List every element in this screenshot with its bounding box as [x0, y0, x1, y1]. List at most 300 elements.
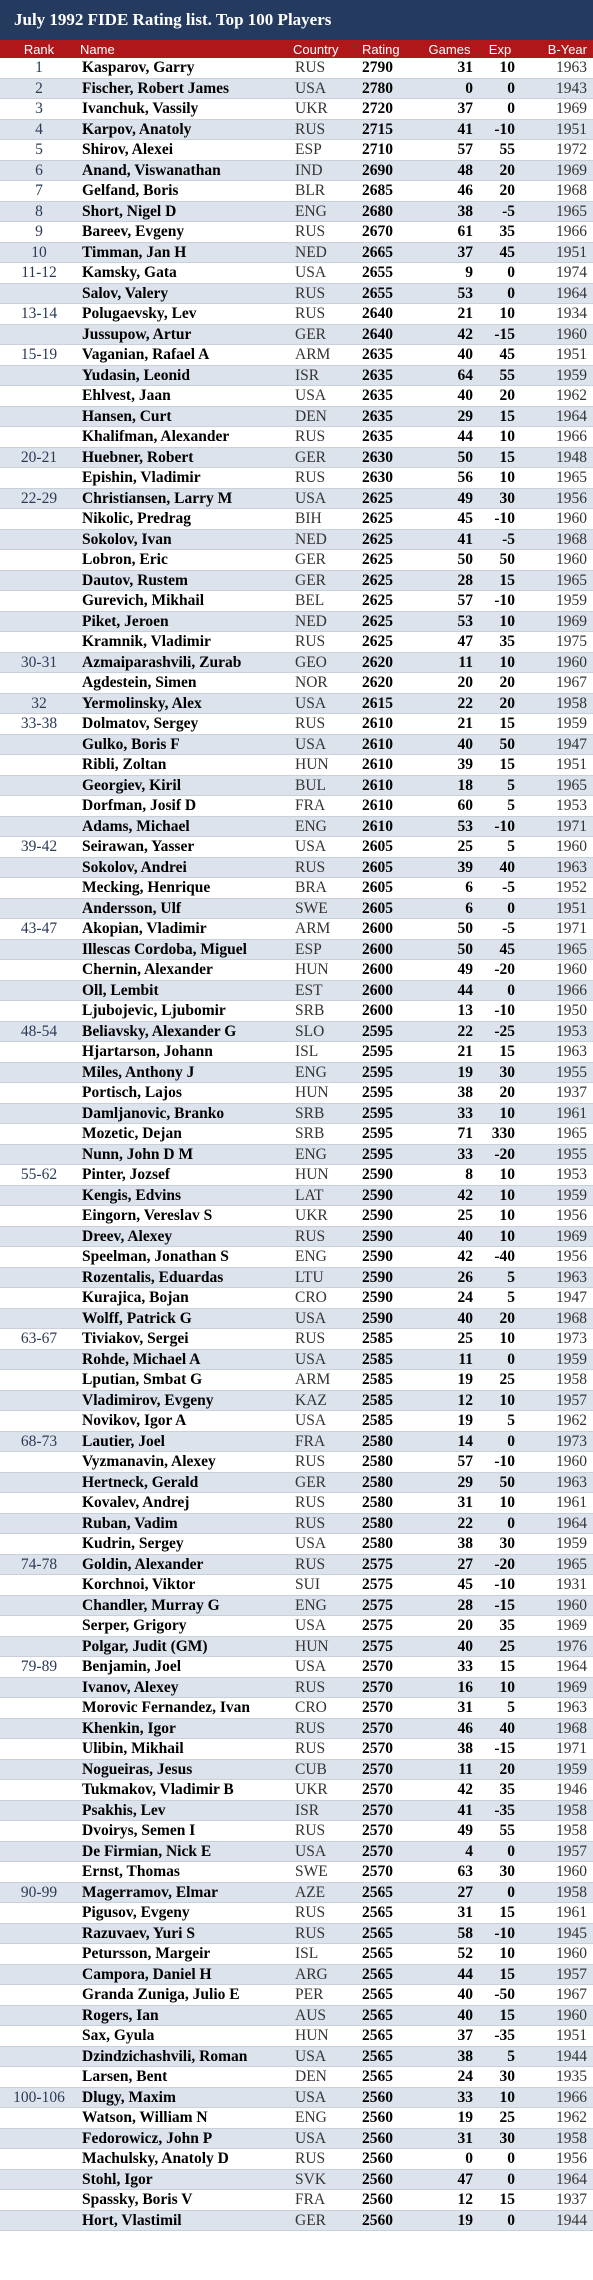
player-name-cell: Razuvaev, Yuri S [82, 1924, 195, 1942]
birth-year-cell: 1960 [556, 551, 587, 568]
birth-year-cell: 1960 [556, 653, 587, 671]
rank-cell: 7 [35, 182, 43, 199]
games-cell: 12 [457, 1391, 473, 1409]
country-cell: BIH [295, 510, 322, 527]
country-cell: ARM [295, 346, 331, 363]
country-cell: RUS [295, 1555, 326, 1573]
birth-year-cell: 1935 [556, 2068, 587, 2085]
rating-cell: 2565 [362, 1986, 393, 2003]
games-cell: 21 [457, 305, 473, 322]
exp-cell: 10 [499, 612, 515, 630]
player-name-cell: Vladimirov, Evgeny [82, 1391, 214, 1409]
rating-cell: 2580 [362, 1432, 393, 1450]
exp-cell: 20 [499, 161, 515, 179]
table-row [0, 550, 593, 571]
player-name-cell: Polugaevsky, Lev [82, 305, 197, 322]
rating-cell: 2575 [362, 1617, 393, 1634]
birth-year-cell: 1961 [556, 1904, 587, 1921]
table-row [0, 1985, 593, 2006]
country-cell: ESP [295, 940, 322, 958]
birth-year-cell: 1962 [556, 2109, 587, 2126]
table-row [0, 1493, 593, 1514]
exp-cell: 30 [499, 2068, 515, 2085]
country-cell: FRA [295, 1432, 326, 1450]
player-name-cell: Rohde, Michael A [82, 1350, 201, 1368]
exp-cell: 35 [499, 223, 515, 240]
games-cell: 19 [457, 1412, 473, 1429]
rank-cell: 39-42 [20, 838, 58, 855]
exp-cell: 0 [507, 100, 515, 117]
games-cell: 49 [457, 961, 473, 978]
rating-cell: 2720 [362, 100, 393, 117]
country-cell: CRO [295, 1289, 327, 1306]
games-cell: 41 [457, 1801, 473, 1819]
table-row [0, 263, 593, 284]
player-name-cell: Ernst, Thomas [82, 1863, 180, 1880]
table-row [0, 1063, 593, 1084]
country-cell: GER [295, 571, 326, 589]
exp-cell: 10 [499, 1207, 515, 1224]
table-header [0, 40, 593, 58]
country-cell: RUS [295, 1330, 326, 1347]
birth-year-cell: 1963 [556, 1268, 587, 1286]
exp-cell: 10 [499, 1494, 515, 1511]
birth-year-cell: 1973 [556, 1330, 587, 1347]
country-cell: GER [295, 551, 326, 568]
birth-year-cell: 1951 [556, 756, 587, 773]
rating-cell: 2595 [362, 1104, 393, 1122]
birth-year-cell: 1960 [556, 2006, 587, 2024]
birth-year-cell: 1944 [556, 2047, 587, 2065]
player-name-cell: Dautov, Rustem [82, 571, 188, 589]
games-cell: 47 [457, 633, 473, 650]
games-cell: 44 [457, 428, 473, 445]
exp-cell: -10 [494, 120, 515, 138]
rating-cell: 2575 [362, 1576, 393, 1593]
games-cell: 50 [457, 448, 473, 466]
country-cell: BLR [295, 182, 326, 199]
birth-year-cell: 1953 [556, 797, 587, 814]
games-cell: 28 [457, 571, 473, 589]
rank-cell: 79-89 [20, 1658, 58, 1675]
games-cell: 44 [457, 1965, 473, 1983]
exp-cell: 0 [507, 79, 515, 97]
birth-year-cell: 1975 [556, 633, 587, 650]
rank-cell: 55-62 [20, 1166, 58, 1183]
table-row [0, 1350, 593, 1371]
table-row [0, 79, 593, 100]
country-cell: IND [295, 161, 323, 179]
birth-year-cell: 1974 [556, 264, 587, 281]
player-name-cell: Lputian, Smbat G [82, 1371, 203, 1388]
birth-year-cell: 1957 [556, 1391, 587, 1409]
games-cell: 12 [457, 2191, 473, 2208]
player-name-cell: Psakhis, Lev [82, 1801, 166, 1819]
exp-cell: 0 [507, 1432, 515, 1450]
exp-cell: 15 [499, 407, 515, 425]
games-cell: 40 [457, 387, 473, 404]
birth-year-cell: 1944 [556, 2211, 587, 2229]
rating-cell: 2790 [362, 59, 393, 76]
country-cell: USA [295, 2047, 327, 2065]
table-row [0, 1924, 593, 1945]
column-header-games: Games [428, 41, 471, 57]
country-cell: GER [295, 325, 326, 343]
country-cell: ENG [295, 1063, 327, 1081]
birth-year-cell: 1951 [556, 899, 587, 917]
exp-cell: 10 [499, 1104, 515, 1122]
country-cell: ENG [295, 1248, 327, 1265]
player-name-cell: Speelman, Jonathan S [82, 1248, 229, 1265]
table-row [0, 304, 593, 325]
player-name-cell: Goldin, Alexander [82, 1555, 204, 1573]
games-cell: 53 [457, 817, 473, 835]
games-cell: 0 [465, 79, 473, 97]
exp-cell: -10 [494, 1576, 515, 1593]
exp-cell: 10 [499, 1391, 515, 1409]
birth-year-cell: 1959 [556, 592, 587, 609]
exp-cell: -10 [494, 817, 515, 835]
games-cell: 42 [457, 325, 473, 343]
rating-cell: 2565 [362, 2006, 393, 2024]
player-name-cell: Ribli, Zoltan [82, 756, 167, 773]
table-row [0, 1452, 593, 1473]
player-name-cell: Khalifman, Alexander [82, 428, 230, 445]
table-row [0, 1104, 593, 1125]
games-cell: 49 [457, 1822, 473, 1839]
rating-cell: 2625 [362, 571, 393, 589]
exp-cell: -10 [494, 1924, 515, 1942]
table-row [0, 632, 593, 653]
table-row [0, 1001, 593, 1022]
table-row [0, 1145, 593, 1166]
exp-cell: 5 [507, 838, 515, 855]
exp-cell: -5 [502, 920, 515, 937]
rank-cell: 6 [35, 161, 43, 179]
column-header-name: Name [80, 41, 115, 57]
rank-cell: 63-67 [20, 1330, 58, 1347]
table-row [0, 2211, 593, 2232]
player-name-cell: Stohl, Igor [82, 2170, 153, 2188]
rating-cell: 2610 [362, 715, 393, 732]
table-row [0, 1022, 593, 1043]
exp-cell: -35 [494, 1801, 515, 1819]
games-cell: 40 [457, 1309, 473, 1327]
birth-year-cell: 1967 [556, 674, 587, 691]
birth-year-cell: 1958 [556, 1883, 587, 1901]
table-row [0, 1329, 593, 1350]
table-row [0, 1965, 593, 1986]
player-name-cell: Tiviakov, Sergei [82, 1330, 189, 1347]
games-cell: 31 [457, 1699, 473, 1716]
birth-year-cell: 1964 [556, 2170, 587, 2188]
player-name-cell: Chernin, Alexander [82, 961, 213, 978]
exp-cell: 15 [499, 715, 515, 732]
player-name-cell: Bareev, Evgeny [82, 223, 185, 240]
player-name-cell: Miles, Anthony J [82, 1063, 195, 1081]
games-cell: 14 [457, 1432, 473, 1450]
birth-year-cell: 1945 [556, 1924, 587, 1942]
player-name-cell: Dzindzichashvili, Roman [82, 2047, 248, 2065]
table-row [0, 140, 593, 161]
games-cell: 37 [457, 2027, 473, 2044]
rating-cell: 2560 [362, 2211, 393, 2229]
games-cell: 42 [457, 1248, 473, 1265]
games-cell: 25 [457, 1330, 473, 1347]
country-cell: HUN [295, 2027, 329, 2044]
country-cell: USA [295, 838, 327, 855]
player-name-cell: Vyzmanavin, Alexey [82, 1453, 216, 1470]
player-name-cell: Ljubojevic, Ljubomir [82, 1002, 226, 1019]
exp-cell: 330 [491, 1125, 515, 1142]
games-cell: 53 [457, 612, 473, 630]
table-row [0, 2026, 593, 2047]
birth-year-cell: 1963 [556, 59, 587, 76]
country-cell: LTU [295, 1268, 324, 1286]
games-cell: 46 [457, 1719, 473, 1737]
exp-cell: 45 [499, 346, 515, 363]
country-cell: RUS [295, 1719, 326, 1737]
table-row [0, 2006, 593, 2027]
exp-cell: -15 [494, 1596, 515, 1614]
birth-year-cell: 1955 [556, 1145, 587, 1163]
country-cell: GER [295, 1473, 326, 1491]
country-cell: ISL [295, 1945, 319, 1962]
country-cell: USA [295, 1658, 327, 1675]
birth-year-cell: 1959 [556, 1760, 587, 1778]
birth-year-cell: 1968 [556, 530, 587, 548]
games-cell: 42 [457, 1186, 473, 1204]
table-row [0, 653, 593, 674]
games-cell: 44 [457, 981, 473, 999]
country-cell: NED [295, 530, 327, 548]
table-row [0, 1760, 593, 1781]
exp-cell: 15 [499, 1904, 515, 1921]
exp-cell: 45 [499, 243, 515, 261]
country-cell: RUS [295, 715, 326, 732]
exp-cell: 40 [499, 1719, 515, 1737]
country-cell: ARG [295, 1965, 328, 1983]
birth-year-cell: 1958 [556, 1822, 587, 1839]
birth-year-cell: 1952 [556, 879, 587, 896]
country-cell: GEO [295, 653, 327, 671]
player-name-cell: Damljanovic, Branko [82, 1104, 225, 1122]
exp-cell: 10 [499, 2088, 515, 2106]
rating-cell: 2570 [362, 1719, 393, 1737]
birth-year-cell: 1967 [556, 1986, 587, 2003]
birth-year-cell: 1968 [556, 182, 587, 199]
rating-cell: 2595 [362, 1043, 393, 1060]
table-row [0, 694, 593, 715]
birth-year-cell: 1958 [556, 1371, 587, 1388]
table-row [0, 1534, 593, 1555]
player-name-cell: Novikov, Igor A [82, 1412, 187, 1429]
games-cell: 27 [457, 1883, 473, 1901]
games-cell: 31 [457, 2129, 473, 2147]
birth-year-cell: 1961 [556, 1104, 587, 1122]
country-cell: USA [295, 79, 327, 97]
country-cell: ISL [295, 1043, 319, 1060]
player-name-cell: Rozentalis, Eduardas [82, 1268, 224, 1286]
exp-cell: 0 [507, 899, 515, 917]
country-cell: CRO [295, 1699, 327, 1716]
table-row [0, 1411, 593, 1432]
games-cell: 50 [457, 940, 473, 958]
country-cell: USA [295, 1412, 327, 1429]
rating-cell: 2560 [362, 2109, 393, 2126]
birth-year-cell: 1959 [556, 366, 587, 384]
games-cell: 33 [457, 1658, 473, 1675]
rating-cell: 2560 [362, 2088, 393, 2106]
games-cell: 56 [457, 469, 473, 486]
rating-cell: 2570 [362, 1781, 393, 1798]
player-name-cell: Lobron, Eric [82, 551, 168, 568]
country-cell: USA [295, 1309, 327, 1327]
rating-cell: 2580 [362, 1453, 393, 1470]
country-cell: NOR [295, 674, 328, 691]
rating-cell: 2605 [362, 879, 393, 896]
country-cell: USA [295, 2088, 327, 2106]
player-name-cell: Gulko, Boris F [82, 735, 180, 753]
exp-cell: -25 [494, 1022, 515, 1040]
exp-cell: 20 [499, 674, 515, 691]
birth-year-cell: 1969 [556, 612, 587, 630]
country-cell: USA [295, 2129, 327, 2147]
games-cell: 63 [457, 1863, 473, 1880]
games-cell: 45 [457, 510, 473, 527]
rating-cell: 2625 [362, 612, 393, 630]
table-row [0, 899, 593, 920]
country-cell: SRB [295, 1125, 325, 1142]
birth-year-cell: 1969 [556, 161, 587, 179]
country-cell: SWE [295, 1863, 328, 1880]
rating-cell: 2780 [362, 79, 393, 97]
games-cell: 38 [457, 1535, 473, 1552]
rating-cell: 2640 [362, 325, 393, 343]
games-cell: 28 [457, 1596, 473, 1614]
rating-cell: 2630 [362, 469, 393, 486]
table-row [0, 509, 593, 530]
player-name-cell: Piket, Jeroen [82, 612, 169, 630]
rating-cell: 2610 [362, 817, 393, 835]
exp-cell: 15 [499, 756, 515, 773]
games-cell: 46 [457, 182, 473, 199]
table-row [0, 858, 593, 879]
player-name-cell: Christiansen, Larry M [82, 489, 233, 507]
country-cell: ENG [295, 1596, 327, 1614]
games-cell: 29 [457, 1473, 473, 1491]
country-cell: SRB [295, 1104, 325, 1122]
rating-cell: 2635 [362, 387, 393, 404]
birth-year-cell: 1966 [556, 2088, 587, 2106]
country-cell: ENG [295, 817, 327, 835]
rating-cell: 2600 [362, 961, 393, 978]
games-cell: 71 [457, 1125, 473, 1142]
country-cell: RUS [295, 1514, 326, 1532]
birth-year-cell: 1962 [556, 387, 587, 404]
table-row [0, 366, 593, 387]
country-cell: AUS [295, 2006, 327, 2024]
player-name-cell: Salov, Valery [82, 284, 169, 302]
country-cell: RUS [295, 305, 326, 322]
player-name-cell: De Firmian, Nick E [82, 1842, 212, 1860]
games-cell: 29 [457, 407, 473, 425]
birth-year-cell: 1965 [556, 776, 587, 794]
games-cell: 11 [458, 1350, 473, 1368]
player-name-cell: Short, Nigel D [82, 202, 177, 220]
games-cell: 40 [457, 2006, 473, 2024]
rating-cell: 2570 [362, 1863, 393, 1880]
birth-year-cell: 1965 [556, 202, 587, 220]
exp-cell: 15 [499, 2191, 515, 2208]
rating-cell: 2590 [362, 1289, 393, 1306]
games-cell: 20 [457, 674, 473, 691]
rating-cell: 2565 [362, 1924, 393, 1942]
player-name-cell: Yudasin, Leonid [82, 366, 190, 384]
country-cell: NED [295, 243, 327, 261]
rating-cell: 2580 [362, 1514, 393, 1532]
country-cell: GER [295, 2211, 326, 2229]
exp-cell: 15 [499, 571, 515, 589]
exp-cell: 10 [499, 1945, 515, 1962]
rating-cell: 2565 [362, 1904, 393, 1921]
games-cell: 39 [457, 858, 473, 876]
table-row [0, 735, 593, 756]
rating-cell: 2575 [362, 1555, 393, 1573]
games-cell: 50 [457, 551, 473, 568]
exp-cell: 25 [499, 1371, 515, 1388]
table-row [0, 120, 593, 141]
table-row [0, 796, 593, 817]
rating-cell: 2590 [362, 1227, 393, 1245]
rating-cell: 2570 [362, 1658, 393, 1675]
player-name-cell: Ulibin, Mikhail [82, 1740, 184, 1757]
rating-cell: 2560 [362, 2150, 393, 2167]
player-name-cell: Azmaiparashvili, Zurab [82, 653, 242, 671]
player-name-cell: Ehlvest, Jaan [82, 387, 171, 404]
player-name-cell: Sokolov, Andrei [82, 858, 187, 876]
table-row [0, 427, 593, 448]
rating-cell: 2570 [362, 1801, 393, 1819]
birth-year-cell: 1969 [556, 1678, 587, 1696]
player-name-cell: Ivanov, Alexey [82, 1678, 179, 1696]
birth-year-cell: 1960 [556, 1863, 587, 1880]
country-cell: HUN [295, 1637, 329, 1655]
games-cell: 11 [458, 1760, 473, 1778]
column-header-exp: Exp [488, 41, 512, 57]
exp-cell: 5 [507, 1289, 515, 1306]
rating-cell: 2600 [362, 920, 393, 937]
country-cell: FRA [295, 2191, 326, 2208]
player-name-cell: Dolmatov, Sergey [82, 715, 199, 732]
exp-cell: -20 [494, 1145, 515, 1163]
country-cell: UKR [295, 1781, 328, 1798]
birth-year-cell: 1959 [556, 1350, 587, 1368]
table-row [0, 1678, 593, 1699]
table-row [0, 325, 593, 346]
rating-cell: 2600 [362, 1002, 393, 1019]
rating-cell: 2590 [362, 1248, 393, 1265]
table-row [0, 284, 593, 305]
rating-cell: 2595 [362, 1063, 393, 1081]
exp-cell: -5 [502, 530, 515, 548]
exp-cell: 10 [499, 1166, 515, 1183]
birth-year-cell: 1956 [556, 489, 587, 507]
player-name-cell: Jussupow, Artur [82, 325, 192, 343]
country-cell: BEL [295, 592, 325, 609]
rating-cell: 2585 [362, 1371, 393, 1388]
player-name-cell: Petursson, Margeir [82, 1945, 211, 1962]
